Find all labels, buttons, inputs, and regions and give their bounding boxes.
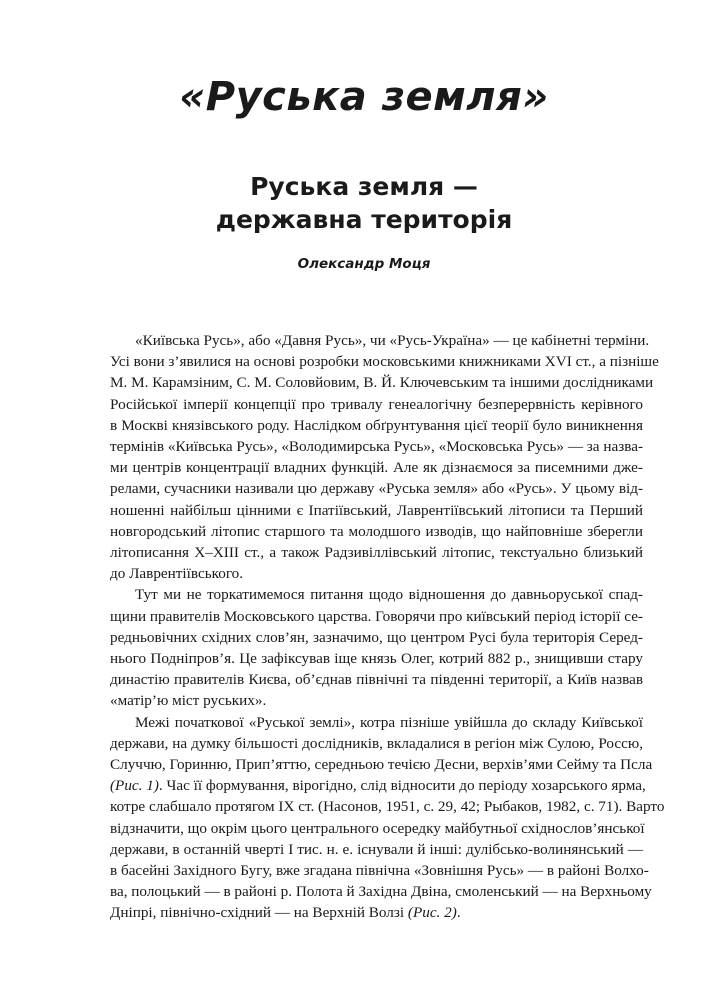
text-line: династію правителів Києва, об’єднав північні та південні території, а Київ назвав bbox=[110, 671, 643, 689]
text-line: термінів «Київська Русь», «Володимирська Русь», «Московська Русь» — за назва- bbox=[110, 438, 643, 456]
article-title-line-2: державна територія bbox=[215, 205, 513, 234]
paragraph bbox=[85, 584, 643, 711]
article-body bbox=[85, 330, 665, 924]
text-line: держави, в останній чверті I тис. н. е. існували й інші: дулібсько-волинянський — bbox=[110, 840, 643, 858]
text-line: Усі вони з’явилися на основі розробки московськими книжниками XVI ст., а пізніше bbox=[110, 353, 659, 371]
text-line: ми центрів концентрації владних функцій. Але як дізнаємося за писемними дже- bbox=[110, 459, 643, 477]
paragraph bbox=[85, 330, 659, 584]
text-line: Тут ми не торкатимемося питання щодо відношення до давньоруської спад- bbox=[135, 586, 643, 604]
text-line: (Рис. 1). Час її формування, вірогідно, слід відносити до періоду хозарського ярма, bbox=[110, 777, 646, 795]
text-line: в басейні Західного Бугу, вже згадана північна «Зовнішня Русь» — в районі Волхо- bbox=[110, 862, 649, 880]
text-line: щини правителів Московського царства. Говорячи про київський період історії се- bbox=[110, 607, 643, 625]
text-line: літописання X–XIII ст., а також Радзивіллівський літопис, текстуально близький bbox=[110, 544, 643, 562]
text-line: Случчю, Горинню, Прип’яттю, середньою течією Десни, верхів’ями Сейму та Псла bbox=[110, 756, 653, 774]
figure-reference: (Рис. 1) bbox=[110, 777, 159, 795]
text-line: новгородський літопис старшого та молодшого изводів, що найповніше зберегли bbox=[110, 522, 643, 540]
text-line: ва, полоцький — в районі р. Полота й Західна Двіна, смоленський — на Верхньому bbox=[110, 883, 652, 901]
text-line: в Москві князівського роду. Наслідком обґрунтування цієї теорії було виникнення bbox=[110, 416, 643, 434]
text-line: «матір’ю міст руських». bbox=[110, 692, 267, 710]
text-line: котре слабшало протягом IX ст. (Насонов, 1951, с. 29, 42; Рыбаков, 1982, с. 71). Варто bbox=[110, 798, 665, 816]
text-line: Межі початкової «Руської землі», котра пізніше увійшла до складу Київської bbox=[135, 713, 643, 731]
text-line: відзначити, що окрім цього центрального осередку майбутньої східнослов’янської bbox=[110, 819, 645, 837]
text-line: М. М. Карамзіним, С. М. Соловйовим, В. Й. Ключевським та іншими дослідниками bbox=[110, 374, 654, 392]
article-title bbox=[0, 170, 728, 236]
text-line: нього Подніпров’я. Це зафіксував іще князь Олег, котрий 882 р., знищивши стару bbox=[110, 650, 643, 668]
author-name: Олександр Моця bbox=[297, 256, 431, 272]
text-line: редньовічних східних слов’ян, зазначимо, що центром Русі була територія Серед- bbox=[110, 628, 643, 646]
text-line: держави, на думку більшості дослідників, вкладалися в регіон між Сулою, Россю, bbox=[110, 734, 643, 752]
part-title: «Руська земля» bbox=[179, 74, 549, 120]
text-line: ношенні найбільш цінними є Іпатіївський, Лаврентіївський літописи та Перший bbox=[110, 501, 643, 519]
text-line: «Київська Русь», або «Давня Русь», чи «Русь-Україна» — це кабінетні терміни. bbox=[135, 332, 650, 349]
figure-reference: (Рис. 2) bbox=[407, 904, 457, 922]
text-line: Російської імперії концепції про тривалу генеалогічну безперервність керівного bbox=[110, 395, 643, 413]
text-line: релами, сучасники називали цю державу «Руська земля» або «Русь». У цьому від- bbox=[110, 480, 643, 498]
paragraph bbox=[85, 712, 665, 924]
text-line: Дніпрі, північно-східний — на Верхній Волзі (Рис. 2). bbox=[110, 904, 461, 922]
text-line: до Лаврентіївського. bbox=[110, 565, 244, 583]
article-title-line-1: Руська земля — bbox=[250, 172, 478, 201]
